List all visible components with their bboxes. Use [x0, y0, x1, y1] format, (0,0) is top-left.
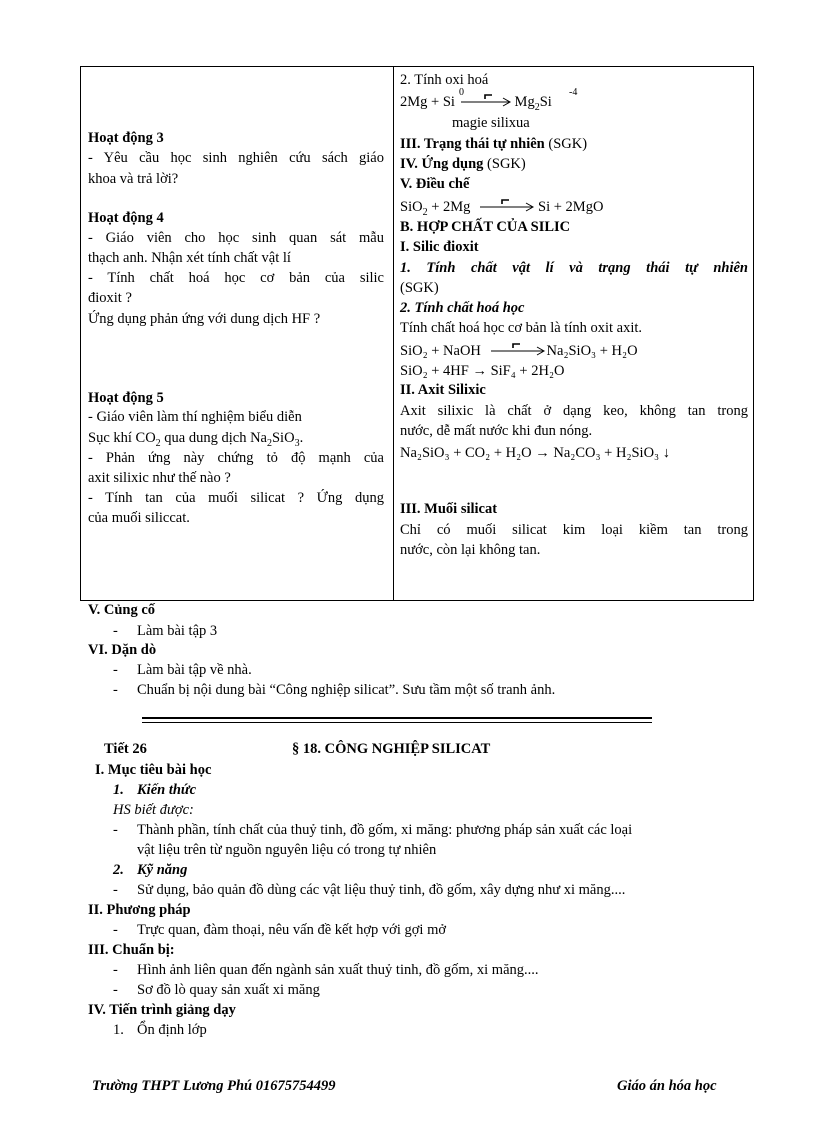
chemical-properties-text: Tính chất hoá học cơ bản là tính oxit axit. — [400, 320, 643, 336]
activity-4-line: - Tính chất hoá học cơ bản của silic — [88, 270, 384, 286]
oxidation-heading: 2. Tính oxi hoá — [400, 72, 489, 88]
footer-school: Trường THPT Lương Phú 01675754499 — [92, 1078, 336, 1094]
list-item: - Sơ đồ lò quay sản xuất xi măng — [113, 982, 320, 998]
lesson-title: § 18. CÔNG NGHIỆP SILICAT — [292, 741, 491, 757]
activity-3-line: - Yêu cầu học sinh nghiên cứu sách giáo — [88, 150, 384, 166]
section-b-silicon-compounds: B. HỢP CHẤT CỦA SILIC — [400, 219, 571, 235]
silicate-text: Chỉ có muối silicat kim loại kiềm tan trong — [400, 522, 748, 538]
period-label: Tiết 26 — [104, 741, 147, 757]
list-item-continuation: vật liệu trên từ nguồn nguyên liệu có trong tự nhiên — [137, 842, 437, 858]
activity-3-title: Hoạt động 3 — [88, 130, 164, 146]
activity-4-line: Ứng dụng phản ứng với dung dịch HF ? — [88, 311, 321, 327]
subsection-skills: 2. Kỹ năng — [113, 862, 188, 878]
section-method: II. Phương pháp — [88, 902, 191, 918]
activity-5-line: - Giáo viên làm thí nghiệm biểu diễn — [88, 409, 302, 425]
activity-5-line: của muối siliccat. — [88, 510, 190, 526]
section-consolidation: V. Củng cố — [88, 602, 156, 618]
lesson-table — [80, 66, 754, 601]
activity-3-line: khoa và trả lời? — [88, 171, 179, 187]
section-silicate-salts: III. Muối silicat — [400, 501, 498, 517]
reaction-arrow — [461, 98, 513, 108]
activity-5-line: - Tính tan của muối silicat ? Ứng dụng — [88, 490, 384, 506]
subsection-knowledge: 1. Kiến thức — [113, 782, 197, 798]
list-item: - Sử dụng, bảo quản đồ dùng các vật liệu thuỷ tinh, đồ gốm, xây dựng như xi măng.... — [113, 882, 626, 898]
divider-bottom — [142, 722, 652, 723]
equation-sio2-hf: SiO₂ + 4HF → SiF₄ + 2H₂O — [400, 363, 565, 379]
divider-top — [142, 717, 652, 719]
activity-4-line: thạch anh. Nhận xét tính chất vật lí — [88, 250, 291, 266]
physical-properties-heading: 1. Tính chất vật lí và trạng thái tự nhiên — [400, 260, 748, 276]
section-preparation: V. Điều chế — [400, 176, 470, 192]
silicate-text: nước, còn lại không tan. — [400, 542, 541, 558]
equation-sio2-naoh: SiO₂ + NaOH Na₂SiO₃ + H₂O — [400, 343, 638, 359]
section-teaching-process: IV. Tiến trình giảng dạy — [88, 1002, 236, 1018]
list-item: - Chuẩn bị nội dung bài “Công nghiệp silicat”. Sưu tầm một số tranh ảnh. — [113, 682, 556, 698]
activity-4-title: Hoạt động 4 — [88, 210, 164, 226]
students-know-label: HS biết được: — [113, 802, 194, 818]
section-silicon-dioxide: I. Silic đioxit — [400, 239, 479, 255]
activity-5-line: - Phản ứng này chứng tỏ độ mạnh của — [88, 450, 384, 466]
table-divider — [393, 67, 394, 600]
physical-properties-ref: (SGK) — [400, 280, 439, 296]
section-silicic-acid: II. Axit Silixic — [400, 382, 486, 398]
section-preparation-materials: III. Chuẩn bị: — [88, 942, 175, 958]
silicic-acid-text: nước, dễ mất nước khi đun nóng. — [400, 423, 593, 439]
list-item: - Hình ảnh liên quan đến ngành sản xuất thuỷ tinh, đồ gốm, xi măng.... — [113, 962, 539, 978]
activity-4-line: - Giáo viên cho học sinh quan sát mẫu — [88, 230, 384, 246]
reaction-arrow — [487, 347, 539, 357]
activity-5-line: Sục khí $CO_2$ qua dung dịch $Na_2SiO_3$. — [88, 430, 304, 449]
chemical-properties-heading: 2. Tính chất hoá học — [400, 300, 525, 316]
list-item: - Trực quan, đàm thoại, nêu vấn đề kết hợp với gợi mở — [113, 922, 447, 938]
reaction-arrow — [476, 203, 528, 213]
section-objectives: I. Mục tiêu bài học — [95, 762, 212, 778]
section-applications: IV. Ứng dụng (SGK) — [400, 156, 526, 172]
silicic-acid-text: Axit silixic là chất ở dạng keo, không tan trong — [400, 403, 748, 419]
activity-5-title: Hoạt động 5 — [88, 390, 164, 406]
section-natural-state: III. Trạng thái tự nhiên (SGK) — [400, 136, 588, 152]
list-item: - Làm bài tập 3 — [113, 623, 218, 639]
equation-sio2-mg: SiO$_2$ + 2Mg Si + 2MgO — [400, 199, 604, 218]
section-homework: VI. Dặn dò — [88, 642, 157, 658]
activity-4-line: đioxit ? — [88, 290, 132, 306]
activity-5-line: axit silixic như thế nào ? — [88, 470, 231, 486]
list-item: - Thành phần, tính chất của thuỷ tinh, đồ gốm, xi măng: phương pháp sản xuất các loại — [113, 822, 633, 838]
list-item: 1. Ổn định lớp — [113, 1022, 207, 1038]
footer-title: Giáo án hóa học — [617, 1078, 717, 1094]
compound-name: magie silixua — [452, 115, 530, 131]
equation-mg-si: 2Mg + Si 0 $Mg_2Si$ -4 — [400, 87, 578, 113]
equation-silicic-acid: Na₂SiO₃ + CO₂ + H₂O → Na₂CO₃ + H₂SiO₃ ↓ — [400, 445, 670, 461]
list-item: - Làm bài tập về nhà. — [113, 662, 252, 678]
